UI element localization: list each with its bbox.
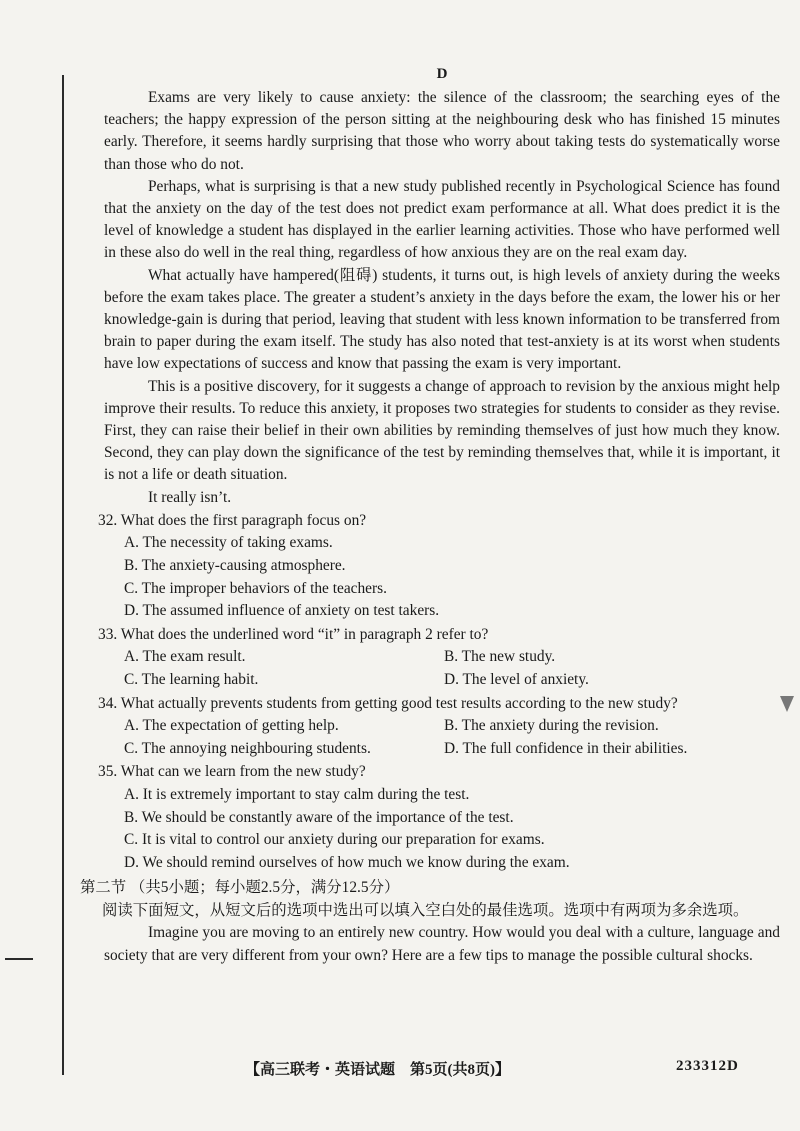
question-32 xyxy=(98,510,780,623)
option-c: C. The annoying neighbouring students. xyxy=(124,739,371,757)
option-d: D. We should remind ourselves of how much we know during the exam. xyxy=(124,853,570,871)
question-stem: 33. What does the underlined word “it” in paragraph 2 refer to? xyxy=(98,625,489,643)
question-stem: 32. What does the first paragraph focus on? xyxy=(98,511,367,529)
option-b: B. The anxiety during the revision. xyxy=(444,717,659,735)
paragraph-1: Exams are very likely to cause anxiety: the silence of the classroom; the searching eyes of the teachers; the happy expression of the person sitting at the neighbouring desk who has finished 15 minutes early. Therefore, it seems hardly surprising that those who worry about taking tests do systematically worse than those who do not. xyxy=(104,89,780,173)
scan-smudge xyxy=(780,696,794,712)
option-d: D. The level of anxiety. xyxy=(444,671,589,689)
left-margin-line xyxy=(62,75,64,1075)
question-34 xyxy=(98,693,780,761)
paragraph-2: Perhaps, what is surprising is that a new study published recently in Psychological Science has found that the anxiety on the day of the test does not predict exam performance at all. What does predict it is the level of knowledge a student has displayed in the earlier learning activities. Those who have performed well in these also do well in the real thing, regardless of how anxious they are on the real exam day. xyxy=(104,177,780,262)
footer-code: 233312D xyxy=(676,1058,739,1074)
section-2-header: 第二节 （共5小题；每小题2.5分，满分12.5分） xyxy=(80,879,400,897)
question-stem: 34. What actually prevents students from getting good test results according to the new study? xyxy=(98,694,678,712)
option-a: A. It is extremely important to stay calm during the test. xyxy=(124,785,470,803)
question-33 xyxy=(98,624,780,692)
question-35 xyxy=(98,761,780,874)
paragraph-3: What actually have hampered(阻碍) students, it turns out, is high levels of anxiety during the weeks before the exam takes place. The greater a student’s anxiety in the days before the exam, the lower his or her knowledge-gain is during that period, leaving that student with less known information to be transferred from brain to paper during the exam itself. The study has also noted that test-anxiety is at its worst when students have low expectations of success and know that passing the exam is very important. xyxy=(104,266,780,373)
option-b: B. We should be constantly aware of the importance of the test. xyxy=(124,808,514,826)
option-a: A. The exam result. xyxy=(124,648,246,666)
option-a: A. The expectation of getting help. xyxy=(124,717,339,735)
option-c: C. The learning habit. xyxy=(124,671,259,689)
option-b: B. The anxiety-causing atmosphere. xyxy=(124,557,346,575)
option-c: C. It is vital to control our anxiety during our preparation for exams. xyxy=(124,831,545,849)
section-letter: D xyxy=(436,66,448,82)
paragraph-4: This is a positive discovery, for it suggests a change of approach to revision by the anxious might help improve their results. To reduce this anxiety, it proposes two strategies for students to consider as they revise. First, they can raise their belief in their own abilities by reminding themselves of just how much they know. Second, they can play down the significance of the test by reminding themselves that, while it is important, it is not a life or death situation. xyxy=(104,377,780,484)
footer-title: 【高三联考・英语试题 第5页(共8页)】 xyxy=(245,1062,510,1078)
paragraph-5: It really isn’t. xyxy=(148,488,232,506)
section-2-instruction: 阅读下面短文，从短文后的选项中选出可以填入空白处的最佳选项。选项中有两项为多余选项。 xyxy=(102,902,749,920)
exam-page xyxy=(80,66,780,967)
option-d: D. The full confidence in their abilities. xyxy=(444,739,688,757)
section-2-passage-intro: Imagine you are moving to an entirely new country. How would you deal with a culture, language and society that are very different from your own? Here are a few tips to manage the possible cultural shocks. xyxy=(104,924,780,964)
option-a: A. The necessity of taking exams. xyxy=(124,534,333,552)
option-d: D. The assumed influence of anxiety on test takers. xyxy=(124,602,440,620)
margin-tick-mark xyxy=(5,958,33,960)
option-b: B. The new study. xyxy=(444,648,556,666)
question-stem: 35. What can we learn from the new study? xyxy=(98,763,366,781)
page-footer xyxy=(0,1058,800,1082)
option-c: C. The improper behaviors of the teachers. xyxy=(124,579,387,597)
